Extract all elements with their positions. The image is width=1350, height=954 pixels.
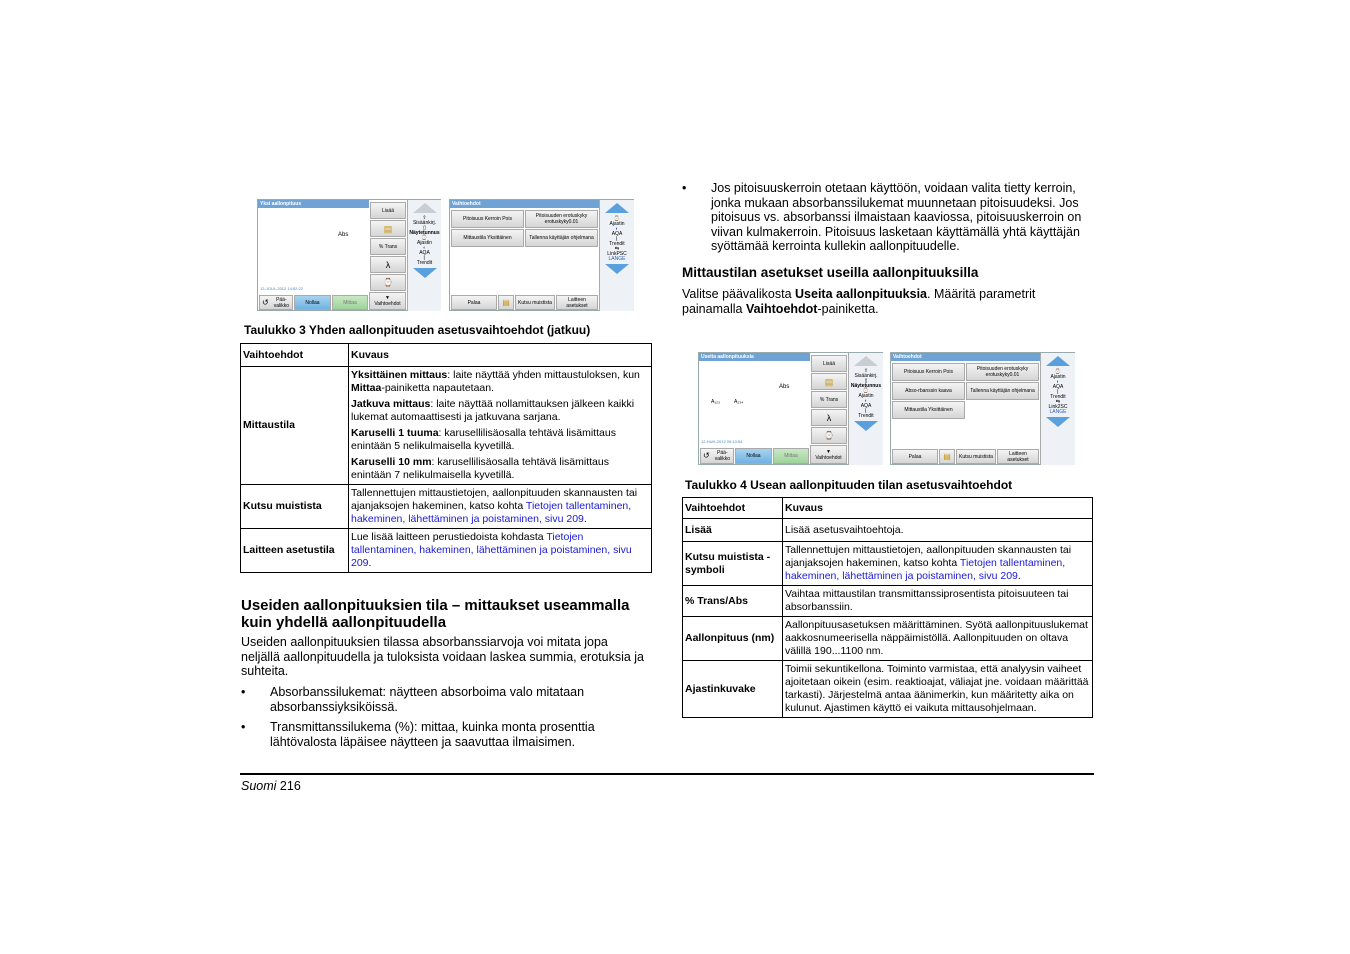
description-cell: Vaihtaa mittaustilan transmittanssiprosentista pitoisuuteen tai absorbanssiin. [783, 586, 1093, 617]
screen-title: Vaihtoehdot [891, 353, 1040, 361]
side-login[interactable]: ⇧ Sisäänkirj. [854, 368, 878, 379]
list-item: • Jos pitoisuuskerroin otetaan käyttöön, voidaan valita tietty kerroin, jonka mukaan absorbanssilukemat muunnetaan pitoisuudeksi. Jos pitoisuus vs. absorbanssi ilmaistaan kaaviossa, pitoisuuskerroin on viivan kulmakerroin. Pitoisuus lasketaan käyttämällä yhtä käyttäjän syöttämää kerrointa kullekin aallonpituudelle. [682, 181, 1082, 253]
main-menu-button[interactable] [700, 448, 734, 464]
back-icon: ↺ [703, 451, 710, 460]
screenshot-options-multi [890, 352, 1075, 465]
cross-reference-link[interactable]: Tietojen tallentaminen, hakeminen, lähettäminen ja poistaminen, sivu 209 [351, 531, 632, 569]
table-row [683, 519, 1093, 542]
concentration-factor-button[interactable]: Pitoisuus Kerroin Pois [451, 210, 524, 228]
zero-button[interactable]: Nollaa [294, 295, 331, 310]
main-menu-label: Pää-valikko [714, 450, 730, 462]
screenshot-multi-wavelength [698, 352, 883, 465]
add-button[interactable]: Lisää [370, 202, 406, 219]
option-cell: Laitteen asetustila [241, 529, 349, 573]
description-cell: Lue lisää laitteen perustiedoista kohdasta Tietojen tallentaminen, hakeminen, lähettäminen ja poistaminen, sivu 209. [349, 529, 652, 573]
save-as-user-program-button[interactable]: Tallenna käyttäjän ohjelmana [966, 382, 1039, 400]
wavelength-label: A₂₃₄ [734, 399, 744, 405]
measure-button[interactable]: Mittaa [773, 448, 809, 464]
folder-icon: ▤ [502, 297, 510, 307]
side-link[interactable]: ⇆ Link2SC [1048, 399, 1068, 410]
resolution-button[interactable]: Pitoisuuden erotuskyky erotuskyky0.01 [966, 363, 1039, 381]
table-row [683, 661, 1093, 718]
header-cell: Vaihtoehdot [241, 344, 349, 367]
trans-abs-button[interactable]: % Trans [811, 391, 847, 408]
save-as-user-program-button[interactable]: Tallenna käyttäjän ohjelmana [525, 229, 598, 247]
zero-button[interactable]: Nollaa [735, 448, 772, 464]
instrument-settings-button[interactable]: Laitteen asetukset [556, 295, 598, 310]
side-panel [407, 200, 441, 311]
table-row [241, 367, 652, 485]
table-row [241, 344, 652, 367]
option-cell: Kutsu muistista [241, 485, 349, 529]
subsection-heading: Mittaustilan asetukset useilla aallonpituuksilla [682, 265, 979, 280]
options-label: Vaihtoehdot [815, 454, 842, 461]
absorbance-formula-button[interactable]: Abso-rbanssin kaava [892, 382, 965, 400]
screenshot-options-single [449, 199, 634, 311]
side-trends[interactable]: ⌊ Trendit [609, 236, 625, 247]
main-menu-label: Pää-valikko [273, 296, 289, 309]
add-button[interactable]: Lisää [811, 355, 847, 372]
footer [241, 779, 301, 793]
folder-icon: ▤ [824, 376, 834, 387]
option-cell: Aallonpituus (nm) [683, 617, 783, 661]
description-cell: Yksittäinen mittaus: laite näyttää yhden mittaustuloksen, kun Mittaa-painiketta napautetaan. Jatkuva mittaus: laite näyttää nollamittauksen jälkeen kaikki lukemat automaattisesti ja jatkuvana sarjana. Karuselli 1 tuuma: karusellilisäosalla tehtävä lisämittaus enintään 5 nelikulmaisella kyvetillä. Karuselli 10 mm: karusellilisäosalla tehtävä lisämittaus enintään 7 nelikulmaisella kyvetillä. [349, 367, 652, 485]
side-trends[interactable]: ⌊ Trendit [416, 255, 433, 266]
table-row [683, 586, 1093, 617]
recall-icon-button[interactable] [498, 295, 514, 310]
header-cell: Kuvaus [783, 498, 1093, 519]
side-aqa[interactable]: ◐ AQA [419, 245, 430, 256]
timer-button[interactable] [370, 274, 406, 291]
side-panel [848, 353, 883, 465]
options-button[interactable] [810, 445, 847, 464]
timer-icon: ⌚ [824, 430, 834, 440]
side-sample-id[interactable]: ▯ Näytetunnus [850, 378, 882, 389]
abs-label: Abs [779, 384, 790, 390]
measurement-mode-button[interactable]: Mittaustila Yksittäinen [892, 401, 965, 419]
side-aqa[interactable]: ◐ AQA [860, 398, 872, 409]
scroll-up-icon[interactable] [605, 203, 629, 213]
table3 [240, 343, 652, 573]
side-timer[interactable]: ⌚ Ajastin [858, 388, 874, 399]
option-cell: Lisää [683, 519, 783, 542]
scroll-up-icon[interactable] [1046, 356, 1070, 366]
concentration-factor-button[interactable]: Pitoisuus Kerroin Pois [892, 363, 965, 381]
recall-icon-button[interactable] [939, 449, 955, 464]
option-cell: Kutsu muistista - symboli [683, 542, 783, 586]
table4 [682, 497, 1093, 718]
cross-reference-link[interactable]: Tietojen tallentaminen, hakeminen, lähettäminen ja poistaminen, sivu 209 [785, 557, 1066, 582]
side-lange-logo: LANGE [1049, 409, 1067, 415]
table-row [683, 542, 1093, 586]
section-paragraph: Useiden aallonpituuksien tilassa absorbanssiarvoja voi mitata jopa neljällä aallonpituudella ja tuloksista voidaan laskea summia, erotuksia ja suhteita. [241, 635, 645, 678]
option-cell: Mittaustila [241, 367, 349, 485]
scroll-up-icon[interactable] [413, 203, 437, 213]
folder-icon: ▤ [943, 451, 951, 461]
description-cell: Tallennettujen mittaustietojen, aallonpituuden skannausten tai ajanjaksojen hakeminen, katso kohta Tietojen tallentaminen, hakeminen, lähettäminen ja poistaminen, sivu 209. [349, 485, 652, 529]
footer-rule [240, 773, 1094, 775]
option-cell: % Trans/Abs [683, 586, 783, 617]
list-item: • Absorbanssilukemat: näytteen absorboima valo mitataan absorbanssiyksiköissä. [241, 685, 585, 714]
footer-language: Suomi [241, 779, 277, 793]
wavelength-button[interactable]: λ [811, 409, 847, 426]
screen-title: Yksi aallonpituus [258, 200, 369, 208]
screen-title: Vaihtoehdot [450, 200, 599, 208]
recall-button[interactable]: Kutsu muistista [515, 295, 555, 310]
scroll-down-icon[interactable] [1046, 417, 1070, 427]
side-trends[interactable]: ⌊ Trendit [858, 408, 874, 419]
timestamp: 12-HUH-2012 09:10:54 [701, 439, 743, 444]
trans-abs-button[interactable]: % Trans [370, 238, 406, 255]
table-row [241, 529, 652, 573]
table-row [683, 498, 1093, 519]
main-menu-button[interactable] [259, 295, 293, 310]
timestamp: 12-JOUL-2012 14:52:22 [260, 286, 303, 291]
timer-icon: ⌚ [383, 277, 393, 287]
table3-caption: Taulukko 3 Yhden aallonpituuden asetusvaihtoehdot (jatkuu) [244, 323, 591, 337]
header-cell: Vaihtoehdot [683, 498, 783, 519]
bullet-icon: • [241, 685, 246, 699]
table-row [683, 617, 1093, 661]
wavelength-label: A₁₂₃ [711, 399, 720, 405]
resolution-button[interactable]: Pitoisuuden erotuskyky erotuskyky0.01 [525, 210, 598, 228]
back-icon: ↺ [262, 297, 269, 307]
side-trends[interactable]: ⌊ Trendit [1050, 389, 1066, 400]
timer-button[interactable] [811, 427, 847, 444]
measurement-mode-button[interactable]: Mittaustila Yksittäinen [451, 229, 524, 247]
description-cell: Lisää asetusvaihtoehtoja. [783, 519, 1093, 542]
side-lange-logo: LANGE [608, 256, 626, 262]
side-timer[interactable]: ⌚ Ajastin [609, 216, 625, 227]
recall-button[interactable]: Kutsu muistista [956, 449, 996, 464]
bullet-icon: • [682, 181, 687, 195]
scroll-down-icon[interactable] [605, 264, 629, 274]
cross-reference-link[interactable]: Tietojen tallentaminen, hakeminen, lähettäminen ja poistaminen, sivu 209 [351, 500, 632, 525]
side-sample-id[interactable]: ▯ Näytetunnus [409, 225, 440, 236]
side-aqa[interactable]: ◐ AQA [611, 226, 623, 237]
subsection-paragraph: Valitse päävalikosta Useita aallonpituuksia. Määritä parametrit painamalla Vaihtoehdot-painiketta. [682, 287, 1036, 316]
list-item: • Transmittanssilukema (%): mittaa, kuinka monta prosenttia lähtövalosta läpäisee näytteen ja saavuttaa ilmaisimen. [241, 720, 595, 749]
side-aqa[interactable]: ◐ AQA [1052, 379, 1064, 390]
screenshot-single-wavelength [257, 199, 441, 311]
wavelength-button[interactable]: λ [370, 256, 406, 273]
screen-title: Useita aallonpituuksia [699, 353, 810, 361]
folder-icon: ▤ [383, 223, 393, 234]
side-panel [1040, 353, 1075, 465]
options-label: Vaihtoehdot [374, 301, 401, 307]
side-panel [599, 200, 634, 311]
instrument-settings-button[interactable]: Laitteen asetukset [997, 449, 1039, 464]
arrow-down-icon: ▼ [826, 448, 831, 455]
scroll-down-icon[interactable] [854, 421, 878, 431]
header-cell: Kuvaus [349, 344, 652, 367]
abs-label: Abs [338, 232, 349, 238]
recall-button[interactable] [811, 373, 847, 390]
description-cell: Tallennettujen mittaustietojen, aallonpituuden skannausten tai ajanjaksojen hakeminen, katso kohta Tietojen tallentaminen, hakeminen, lähettäminen ja poistaminen, sivu 209. [783, 542, 1093, 586]
table4-caption: Taulukko 4 Usean aallonpituuden tilan asetusvaihtoehdot [685, 478, 1013, 492]
side-link[interactable]: ⇆ LinkPSC [607, 246, 627, 257]
back-button[interactable]: Palaa [892, 449, 938, 464]
recall-button[interactable] [370, 220, 406, 237]
options-button[interactable] [369, 292, 406, 310]
page-number: 216 [279, 779, 301, 793]
scroll-up-icon[interactable] [854, 356, 878, 366]
side-login[interactable]: ⇧ Sisäänkirj. [412, 215, 437, 226]
bullet-icon: • [241, 720, 246, 734]
side-timer[interactable]: ⌚ Ajastin [416, 235, 432, 246]
description-cell: Aallonpituusasetuksen määrittäminen. Syötä aallonpituuslukemat aakkosnumeerisella näppäimistöllä. Aallonpituuden on oltava välillä 190...1100 nm. [783, 617, 1093, 661]
measure-button[interactable]: Mittaa [332, 295, 368, 310]
section-heading: Useiden aallonpituuksien tila – mittaukset useammalla kuin yhdellä aallonpituudella [241, 597, 630, 631]
option-cell: Ajastinkuvake [683, 661, 783, 718]
side-timer[interactable]: ⌚ Ajastin [1050, 369, 1066, 380]
scroll-down-icon[interactable] [413, 268, 437, 278]
table-row [241, 485, 652, 529]
back-button[interactable]: Palaa [451, 295, 497, 310]
arrow-down-icon: ▼ [385, 295, 390, 301]
description-cell: Toimii sekuntikellona. Toiminto varmistaa, että analyysin vaiheet ajoitetaan oikein (esim. reaktioajat, väliajat jne. voidaan määrittää tarkasti). Järjestelmä antaa äänimerkin, kun määritetty aika on kulunut. Ajastimen käyttö ei vaikuta mittausohjelmaan. [783, 661, 1093, 718]
